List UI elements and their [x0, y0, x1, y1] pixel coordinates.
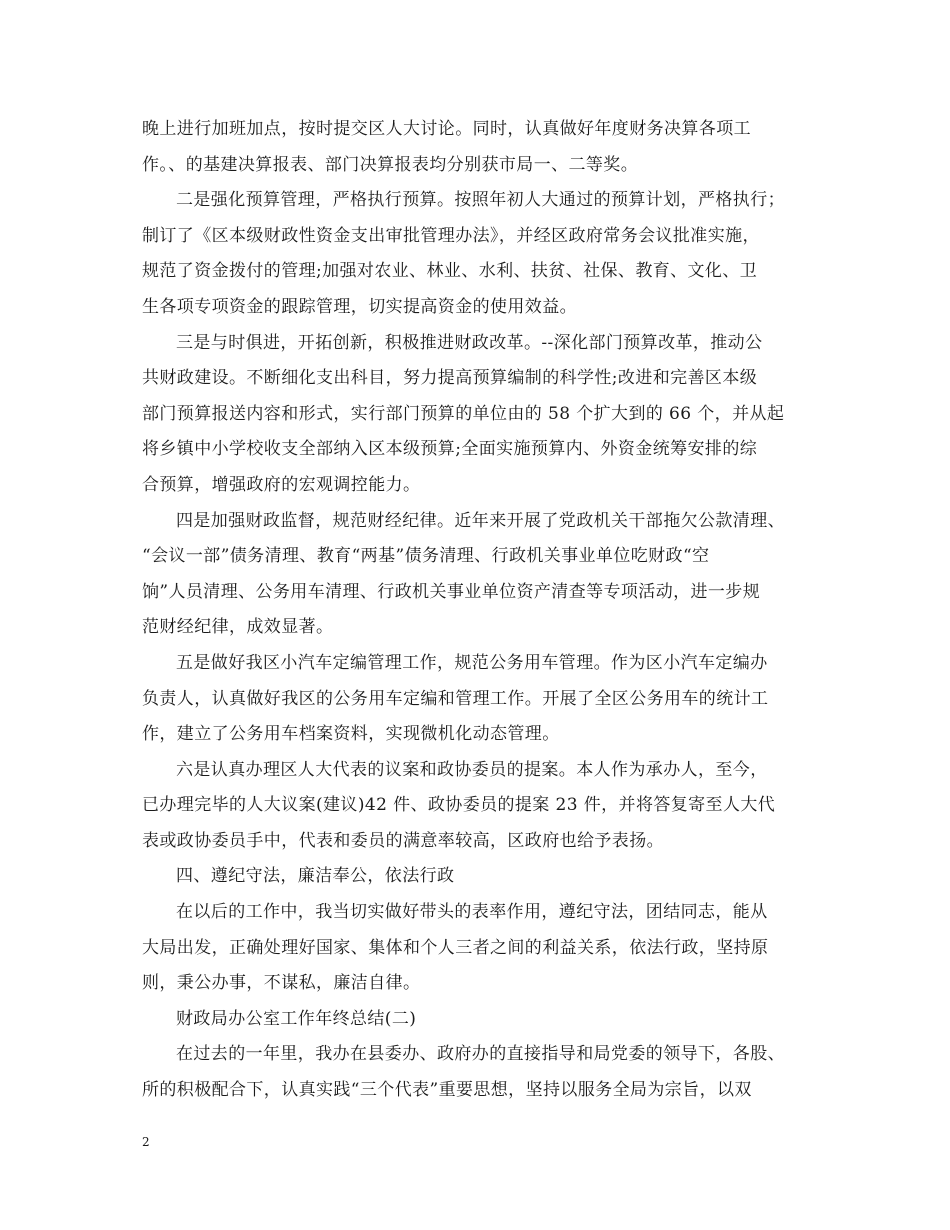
text-line: 已办理完毕的人大议案(建议)42 件、政协委员的提案 23 件，并将答复寄至人大代 — [142, 795, 776, 816]
text-line: 三是与时俱进，开拓创新，积极推进财政改革。--深化部门预算改革，推动公 — [176, 332, 763, 353]
text-line: 五是做好我区小汽车定编管理工作，规范公务用车管理。作为区小汽车定编办 — [176, 652, 768, 673]
text-line: 合预算，增强政府的宏观调控能力。 — [142, 474, 421, 495]
text-line: 在过去的一年里，我办在县委办、政府办的直接指导和局党委的领导下，各股、 — [176, 1044, 785, 1065]
page-number: 2 — [142, 1135, 150, 1149]
text-line: 在以后的工作中，我当切实做好带头的表率作用，遵纪守法，团结同志，能从 — [176, 902, 768, 923]
text-line: 制订了《区本级财政性资金支出审批管理办法》，并经区政府常务会议批准实施， — [142, 225, 760, 246]
text-line: 财政局办公室工作年终总结(二) — [176, 1008, 417, 1029]
text-line: 大局出发，正确处理好国家、集体和个人三者之间的利益关系，依法行政，坚持原 — [142, 937, 769, 958]
text-line: 晚上进行加班加点，按时提交区人大讨论。同时，认真做好年度财务决算各项工 — [142, 119, 751, 139]
text-line: 规范了资金拨付的管理;加强对农业、林业、水利、扶贫、社保、教育、文化、卫 — [142, 261, 758, 282]
text-line: 共财政建设。不断细化支出科目，努力提高预算编制的科学性;改进和完善区本级 — [142, 368, 758, 389]
text-line: 表或政协委员手中，代表和委员的满意率较高，区政府也给予表扬。 — [142, 830, 664, 851]
text-line: 范财经纪律，成效显著。 — [142, 617, 334, 638]
text-line: 饷”人员清理、公务用车清理、行政机关事业单位资产清查等专项活动，进一步规 — [142, 581, 761, 602]
text-line: 作。、的基建决算报表、部门决算报表均分别获市局一、二等奖。 — [142, 154, 639, 175]
text-line: 生各项专项资金的跟踪管理，切实提高资金的使用效益。 — [142, 296, 577, 317]
text-line: 作，建立了公务用车档案资料，实现微机化动态管理。 — [142, 724, 560, 745]
document-body — [142, 112, 812, 1109]
text-line: 四是加强财政监督，规范财经纪律。近年来开展了党政机关干部拖欠公款清理、 — [176, 510, 785, 531]
text-line: 负责人，认真做好我区的公务用车定编和管理工作。开展了全区公务用车的统计工 — [142, 688, 769, 709]
text-line: 所的积极配合下，认真实践“三个代表”重要思想，坚持以服务全局为宗旨，以双 — [142, 1080, 752, 1101]
text-line: 六是认真办理区人大代表的议案和政协委员的提案。本人作为承办人，至今， — [176, 759, 768, 780]
text-line: 四、遵纪守法，廉洁奉公，依法行政 — [176, 866, 455, 887]
text-line: 将乡镇中小学校收支全部纳入区本级预算;全面实施预算内、外资金统筹安排的综 — [142, 439, 758, 460]
text-line: 部门预算报送内容和形式，实行部门预算的单位由的 58 个扩大到的 66 个，并从起 — [142, 403, 785, 424]
text-line: “会议一部”债务清理、教育“两基”债务清理、行政机关事业单位吃财政“空 — [142, 546, 710, 567]
text-line: 二是强化预算管理，严格执行预算。按照年初人大通过的预算计划，严格执行； — [176, 190, 785, 211]
text-line: 则，秉公办事，不谋私，廉洁自律。 — [142, 973, 421, 994]
